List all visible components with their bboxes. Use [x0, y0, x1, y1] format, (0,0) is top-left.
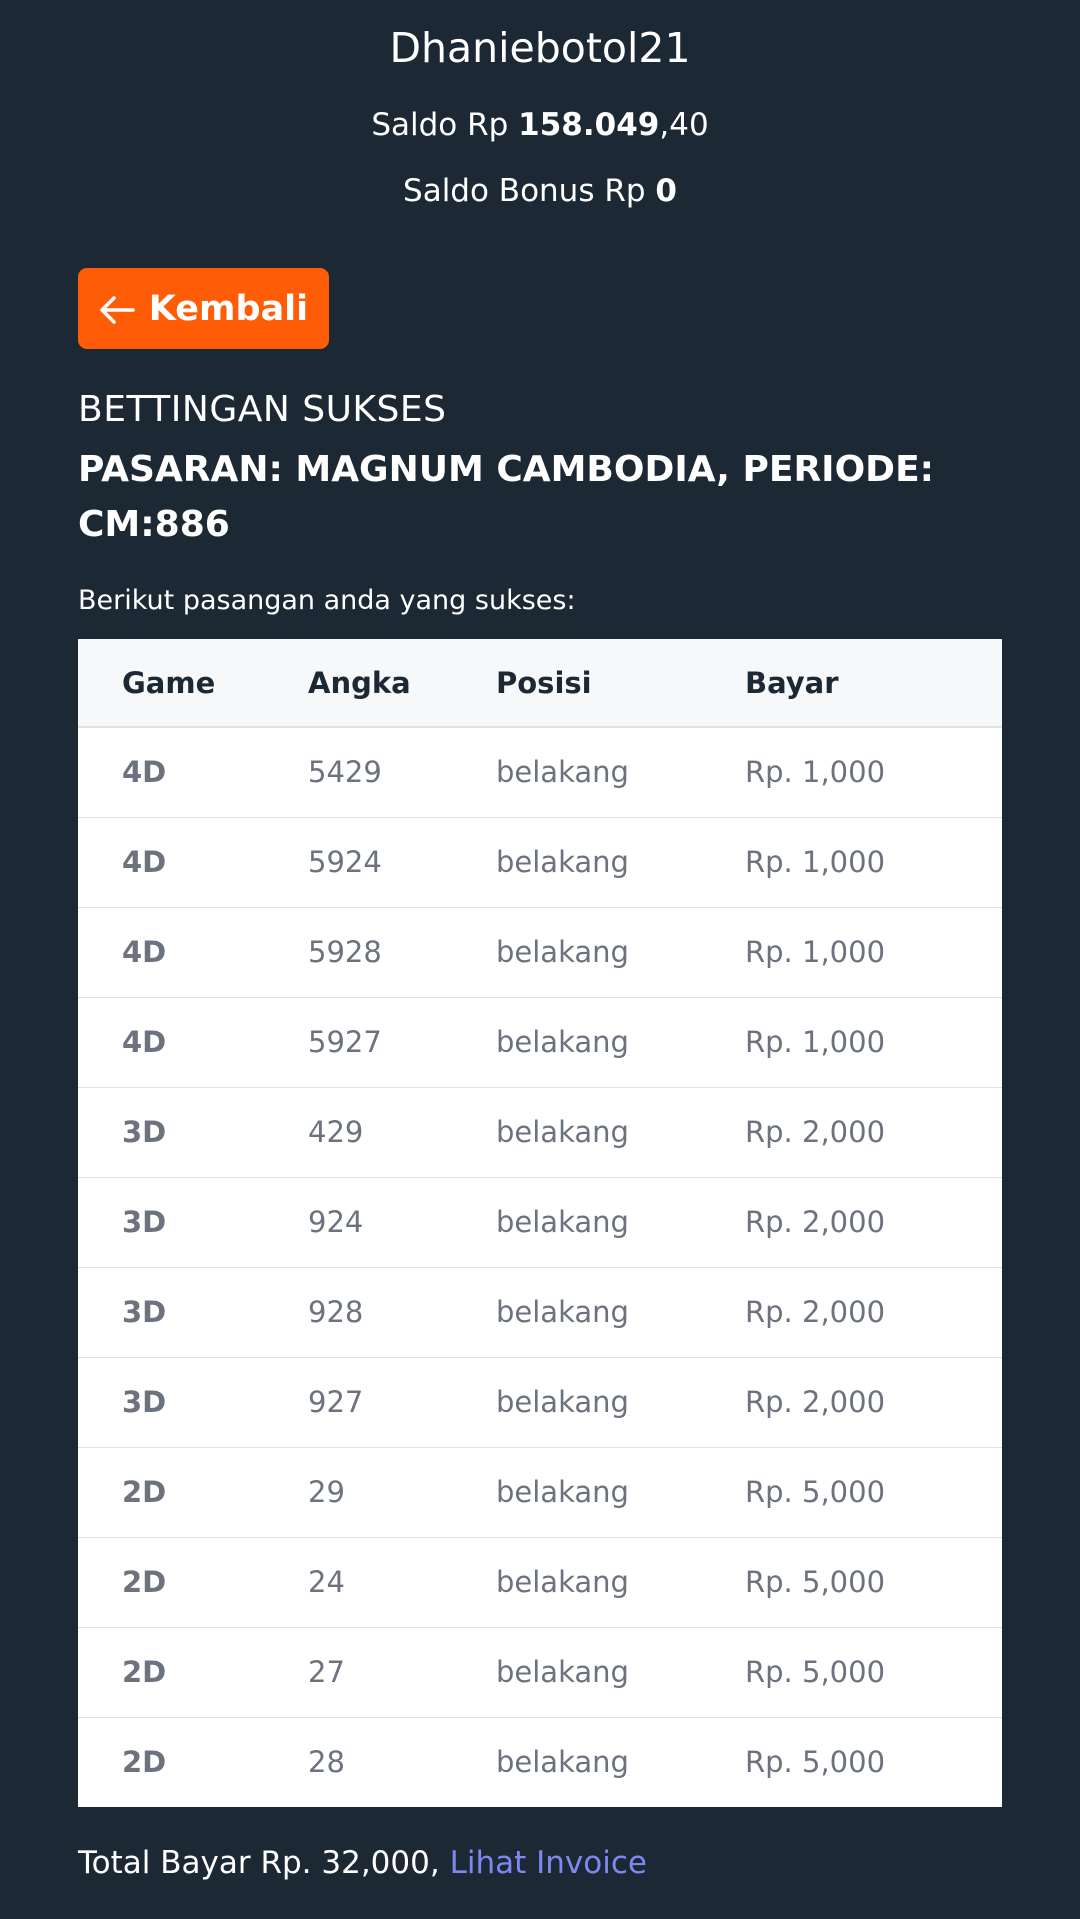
table-row: [78, 1267, 1002, 1357]
header-game: Game: [122, 665, 216, 700]
cell-bayar: Rp. 1,000: [745, 935, 886, 969]
cell-angka: 928: [308, 1295, 364, 1329]
bonus-amount: 0: [655, 173, 677, 209]
cell-game: 3D: [122, 1295, 167, 1329]
username: Dhaniebotol21: [389, 24, 691, 72]
table-row: [78, 1717, 1002, 1807]
table-row: [78, 817, 1002, 907]
back-button-label: Kembali: [148, 288, 309, 329]
cell-bayar: Rp. 5,000: [745, 1655, 886, 1689]
market-period-title: PASARAN: MAGNUM CAMBODIA, PERIODE: CM:886: [78, 449, 935, 545]
saldo-balance: [0, 105, 1080, 145]
total-footer: [78, 1843, 647, 1883]
bonus-label: Saldo Bonus Rp: [403, 173, 656, 209]
cell-bayar: Rp. 1,000: [745, 755, 886, 790]
saldo-label: Saldo Rp: [371, 107, 519, 143]
table-row: [78, 727, 1002, 817]
cell-angka: 5927: [308, 1025, 382, 1059]
saldo-amount: 158.049: [518, 107, 660, 143]
cell-posisi: belakang: [496, 1115, 629, 1149]
cell-bayar: Rp. 1,000: [745, 1025, 886, 1059]
header-bayar: Bayar: [745, 665, 839, 700]
header-angka: Angka: [308, 665, 411, 700]
cell-posisi: belakang: [496, 1295, 629, 1329]
arrow-left-icon: [99, 294, 135, 324]
cell-game: 3D: [122, 1115, 167, 1149]
cell-bayar: Rp. 2,000: [745, 1385, 886, 1419]
cell-angka: 5924: [308, 845, 382, 879]
cell-game: 3D: [122, 1385, 167, 1419]
cell-bayar: Rp. 5,000: [745, 1475, 886, 1509]
cell-angka: 5429: [308, 755, 382, 790]
cell-posisi: belakang: [496, 1745, 629, 1780]
bonus-balance: [0, 171, 1080, 211]
cell-angka: 28: [308, 1745, 345, 1780]
cell-game: 4D: [122, 1025, 167, 1059]
cell-game: 3D: [122, 1205, 167, 1239]
cell-game: 4D: [122, 935, 167, 969]
table-row: [78, 1627, 1002, 1717]
header-posisi: Posisi: [496, 665, 592, 700]
cell-bayar: Rp. 1,000: [745, 845, 886, 879]
cell-bayar: Rp. 5,000: [745, 1745, 886, 1780]
view-invoice-link[interactable]: Lihat Invoice: [449, 1845, 647, 1881]
intro-text: Berikut pasangan anda yang sukses:: [78, 585, 576, 616]
cell-angka: 27: [308, 1655, 345, 1689]
cell-angka: 927: [308, 1385, 364, 1419]
cell-bayar: Rp. 2,000: [745, 1115, 886, 1149]
cell-game: 2D: [122, 1655, 167, 1689]
table-header-row: [78, 639, 1002, 727]
table-row: [78, 1357, 1002, 1447]
cell-bayar: Rp. 2,000: [745, 1295, 886, 1329]
cell-posisi: belakang: [496, 1385, 629, 1419]
table-row: [78, 1537, 1002, 1627]
back-button[interactable]: [78, 268, 329, 349]
cell-bayar: Rp. 5,000: [745, 1565, 886, 1599]
table-row: [78, 1447, 1002, 1537]
total-bayar: Total Bayar Rp. 32,000,: [78, 1845, 450, 1881]
cell-posisi: belakang: [496, 1205, 629, 1239]
cell-posisi: belakang: [496, 755, 629, 790]
cell-game: 2D: [122, 1745, 167, 1780]
cell-angka: 29: [308, 1475, 345, 1509]
cell-posisi: belakang: [496, 1565, 629, 1599]
cell-bayar: Rp. 2,000: [745, 1205, 886, 1239]
cell-posisi: belakang: [496, 1025, 629, 1059]
cell-posisi: belakang: [496, 935, 629, 969]
table-row: [78, 1087, 1002, 1177]
cell-angka: 924: [308, 1205, 364, 1239]
cell-game: 4D: [122, 845, 167, 879]
cell-angka: 429: [308, 1115, 364, 1149]
cell-game: 2D: [122, 1565, 167, 1599]
bets-table: [78, 639, 1002, 1807]
cell-game: 2D: [122, 1475, 167, 1509]
page-title: BETTINGAN SUKSES: [78, 389, 447, 430]
table-row: [78, 1177, 1002, 1267]
cell-angka: 24: [308, 1565, 345, 1599]
saldo-decimal: ,40: [659, 107, 709, 143]
cell-game: 4D: [122, 755, 167, 790]
cell-posisi: belakang: [496, 845, 629, 879]
cell-angka: 5928: [308, 935, 382, 969]
cell-posisi: belakang: [496, 1655, 629, 1689]
table-row: [78, 907, 1002, 997]
cell-posisi: belakang: [496, 1475, 629, 1509]
table-row: [78, 997, 1002, 1087]
